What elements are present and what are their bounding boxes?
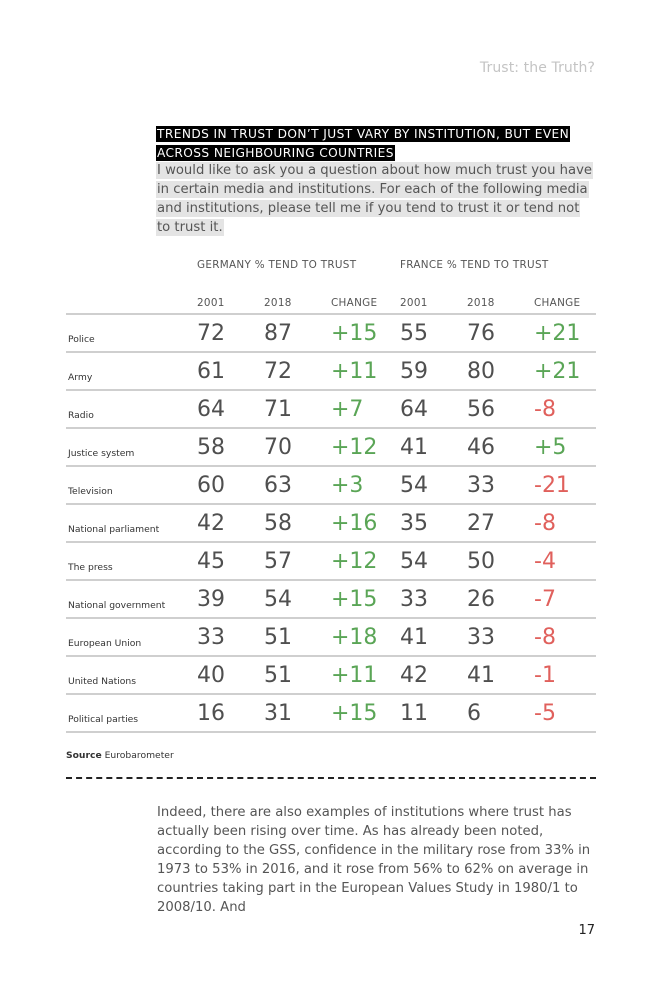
fr-2001-value: 55 — [400, 321, 428, 346]
fr-2001-value: 35 — [400, 511, 428, 536]
body-paragraph: Indeed, there are also examples of institutions where trust has actually been rising over time. As has already been noted, according to the GSS, confidence in the military rose from 33% in 1973 to 53% in 2016, and it rose from 56% to 62% on average in countries taking part in the European Values Study in 1980/1 to 2008/10. And — [157, 805, 591, 915]
de-change-value: +11 — [331, 359, 378, 384]
table-row — [66, 695, 596, 733]
row-label: European Union — [68, 638, 142, 649]
de-change-value: +12 — [331, 549, 378, 574]
de-change-value: +12 — [331, 435, 378, 460]
fr-2001-value: 41 — [400, 435, 428, 460]
table-row — [66, 353, 596, 391]
de-2018-value: 51 — [264, 625, 292, 650]
figure-title — [156, 125, 596, 163]
fr-2001-value: 33 — [400, 587, 428, 612]
trust-table — [66, 315, 596, 733]
fr-2018-value: 27 — [467, 511, 495, 536]
fr-change-value: +21 — [534, 321, 581, 346]
table-row — [66, 505, 596, 543]
fr-2001-value: 41 — [400, 625, 428, 650]
fr-2018-value: 50 — [467, 549, 495, 574]
de-2001-value: 64 — [197, 397, 225, 422]
running-head: Trust: the Truth? — [479, 60, 595, 76]
de-2001-value: 60 — [197, 473, 225, 498]
fr-2018-value: 33 — [467, 625, 495, 650]
fr-change-value: -8 — [534, 625, 556, 650]
de-2018-value: 87 — [264, 321, 292, 346]
de-2018-value: 54 — [264, 587, 292, 612]
germany-header: GERMANY % TEND TO TRUST — [197, 259, 357, 271]
fr-2018-value: 80 — [467, 359, 495, 384]
table-row — [66, 581, 596, 619]
fr-2001-value: 54 — [400, 549, 428, 574]
fr-change-value: -8 — [534, 397, 556, 422]
de-2001-value: 40 — [197, 663, 225, 688]
de-change-value: +16 — [331, 511, 378, 536]
fr-2001-value: 59 — [400, 359, 428, 384]
fr-change-header: CHANGE — [534, 297, 581, 309]
fr-2001-value: 54 — [400, 473, 428, 498]
row-label: National parliament — [68, 524, 160, 535]
fr-2001-value: 11 — [400, 701, 428, 726]
de-2001-value: 61 — [197, 359, 225, 384]
fr-change-value: -8 — [534, 511, 556, 536]
de-change-value: +15 — [331, 587, 378, 612]
fr-2001-value: 64 — [400, 397, 428, 422]
row-label: United Nations — [68, 676, 136, 687]
row-label: Justice system — [68, 448, 135, 459]
fr-2018-value: 56 — [467, 397, 495, 422]
de-2001-value: 16 — [197, 701, 225, 726]
fr-2018-value: 6 — [467, 701, 481, 726]
de-change-value: +15 — [331, 321, 378, 346]
figure-title-text: TRENDS IN TRUST DON’T JUST VARY BY INSTITUTION, BUT EVEN ACROSS NEIGHBOURING COUNTRIES — [157, 127, 570, 160]
de-2001-value: 45 — [197, 549, 225, 574]
survey-question — [156, 161, 596, 237]
table-row — [66, 619, 596, 657]
de-change-value: +3 — [331, 473, 364, 498]
table-row — [66, 657, 596, 695]
fr-change-value: -1 — [534, 663, 556, 688]
de-2018-header: 2018 — [264, 297, 292, 309]
source-note — [66, 750, 174, 761]
row-label: National government — [68, 600, 166, 611]
de-change-value: +7 — [331, 397, 364, 422]
de-2001-value: 58 — [197, 435, 225, 460]
de-2001-value: 72 — [197, 321, 225, 346]
row-label: Radio — [68, 410, 94, 421]
de-2018-value: 71 — [264, 397, 292, 422]
de-2018-value: 70 — [264, 435, 292, 460]
table-row — [66, 467, 596, 505]
fr-change-value: -5 — [534, 701, 556, 726]
de-2018-value: 31 — [264, 701, 292, 726]
table-row — [66, 315, 596, 353]
de-change-value: +15 — [331, 701, 378, 726]
de-2001-value: 42 — [197, 511, 225, 536]
france-header: FRANCE % TEND TO TRUST — [400, 259, 549, 271]
row-label: Television — [68, 486, 113, 497]
de-2018-value: 63 — [264, 473, 292, 498]
fr-change-value: -21 — [534, 473, 570, 498]
de-2018-value: 58 — [264, 511, 292, 536]
fr-2018-value: 33 — [467, 473, 495, 498]
de-change-value: +11 — [331, 663, 378, 688]
de-2001-value: 33 — [197, 625, 225, 650]
de-2018-value: 72 — [264, 359, 292, 384]
row-label: The press — [68, 562, 113, 573]
row-label: Police — [68, 334, 95, 345]
table-row — [66, 429, 596, 467]
fr-change-value: -7 — [534, 587, 556, 612]
de-2018-value: 57 — [264, 549, 292, 574]
fr-change-value: +21 — [534, 359, 581, 384]
section-divider — [66, 777, 596, 779]
survey-question-text: I would like to ask you a question about how much trust you have in certain media and institutions. For each of the following media and institutions, please tell me if you tend to trust it or tend not to trust it. — [157, 163, 593, 235]
row-label: Political parties — [68, 714, 139, 725]
source-label: Source — [66, 750, 102, 761]
table-row — [66, 543, 596, 581]
row-label: Army — [68, 372, 93, 383]
source-text: Eurobarometer — [104, 750, 174, 761]
de-2018-value: 51 — [264, 663, 292, 688]
fr-change-value: -4 — [534, 549, 556, 574]
fr-2018-value: 41 — [467, 663, 495, 688]
de-change-value: +18 — [331, 625, 378, 650]
fr-2001-value: 42 — [400, 663, 428, 688]
fr-2018-value: 76 — [467, 321, 495, 346]
fr-2018-value: 46 — [467, 435, 495, 460]
fr-2018-value: 26 — [467, 587, 495, 612]
de-2001-value: 39 — [197, 587, 225, 612]
fr-change-value: +5 — [534, 435, 567, 460]
fr-2001-header: 2001 — [400, 297, 428, 309]
table-row — [66, 391, 596, 429]
de-change-header: CHANGE — [331, 297, 378, 309]
fr-2018-header: 2018 — [467, 297, 495, 309]
page-number: 17 — [578, 923, 595, 938]
de-2001-header: 2001 — [197, 297, 225, 309]
